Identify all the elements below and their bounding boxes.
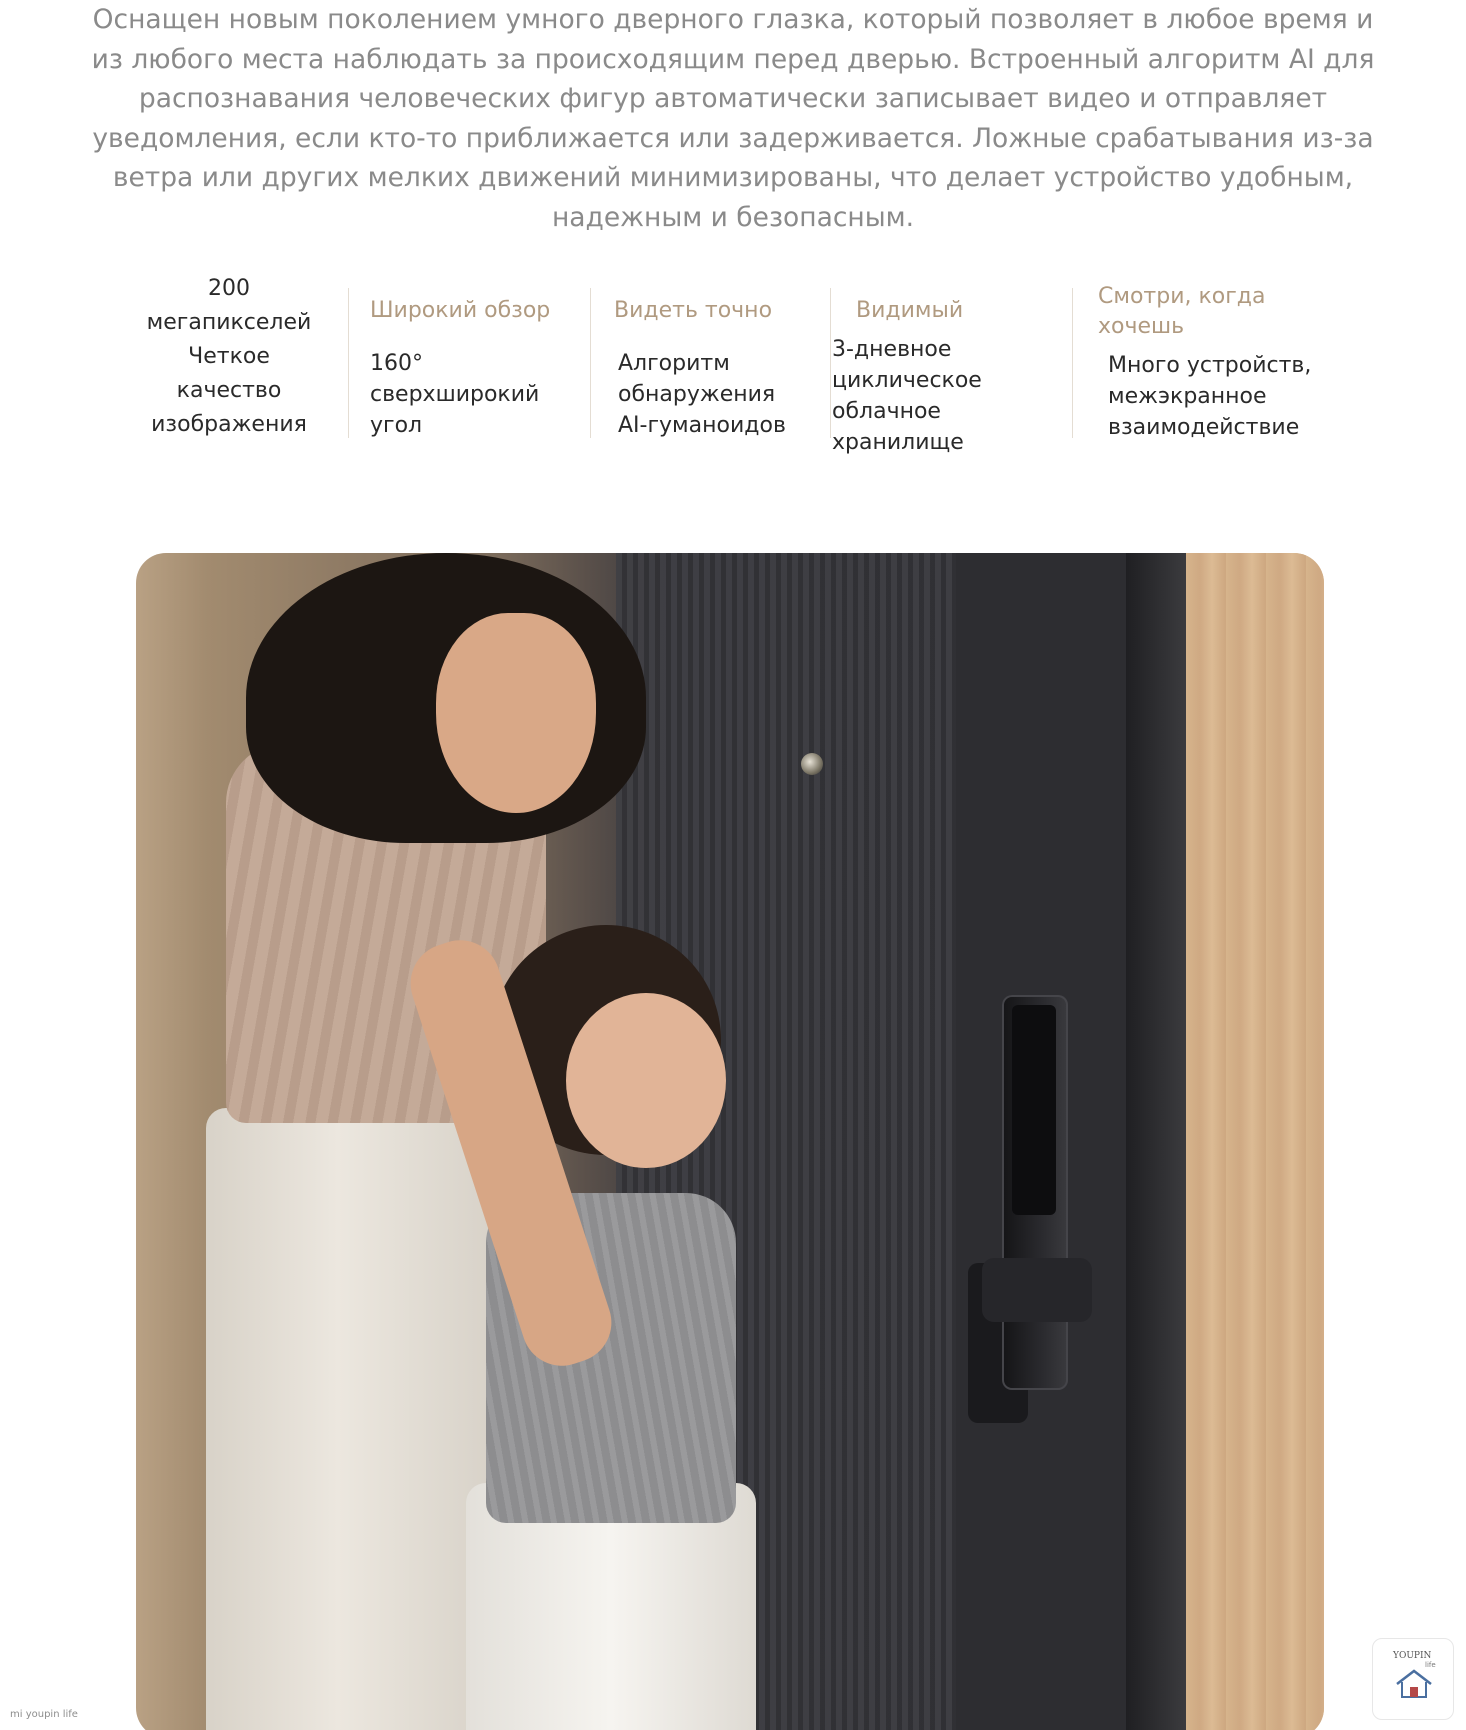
home-icon	[1393, 1667, 1435, 1701]
feature-wide-view	[370, 296, 600, 441]
watermark-text: mi youpin life	[10, 1709, 78, 1720]
divider	[1072, 288, 1073, 438]
feature-resolution	[126, 272, 332, 442]
peephole-camera-icon	[801, 753, 823, 775]
girl-face	[566, 993, 726, 1168]
logo-sub: life	[1425, 1661, 1436, 1669]
youpin-logo	[1372, 1638, 1454, 1720]
door-frame	[1126, 553, 1186, 1730]
intro-paragraph: Оснащен новым поколением умного дверного глазка, который позволяет в любое время и из любого места наблюдать за происходящим перед дверью. Встроенный алгоритм AI для распознавания человеческих фигур автоматически записывает видео и отправляет уведомления, если кто-то приближается или задерживается. Ложные срабатывания из-за ветра или других мелких движений минимизированы, что делает устройство удобным, надежным и безопасным.	[91, 4, 1375, 233]
feature-multi-device	[1098, 282, 1338, 443]
logo-brand: YOUPIN	[1393, 1651, 1432, 1661]
wood-wall	[1186, 553, 1324, 1730]
feature-resolution-description: 200 мегапикселей Четкое качество изображения	[146, 276, 312, 437]
feature-ai-detection	[614, 296, 844, 441]
woman-face	[436, 613, 596, 813]
feature-wide-view-title: Широкий обзор	[370, 298, 551, 323]
feature-multi-device-description: Много устройств, межэкранное взаимодействие	[1108, 353, 1312, 440]
feature-strip	[0, 260, 1466, 480]
feature-ai-detection-title: Видеть точно	[614, 298, 773, 323]
feature-wide-view-description: 160° сверхширокий угол	[370, 351, 540, 438]
feature-cloud-storage-title: Видимый	[856, 298, 964, 323]
feature-cloud-storage-description: 3-дневное циклическое облачное хранилище	[832, 337, 982, 455]
lock-keypad	[1012, 1005, 1056, 1215]
lock-lever	[982, 1258, 1092, 1322]
hero-photo-mother-daughter-door	[136, 553, 1324, 1730]
divider	[590, 288, 591, 438]
divider	[348, 288, 349, 438]
feature-cloud-storage	[832, 296, 1052, 458]
feature-ai-detection-description: Алгоритм обнаружения AI-гуманоидов	[618, 351, 786, 438]
divider	[830, 288, 831, 438]
feature-multi-device-title: Смотри, когда хочешь	[1098, 284, 1266, 339]
